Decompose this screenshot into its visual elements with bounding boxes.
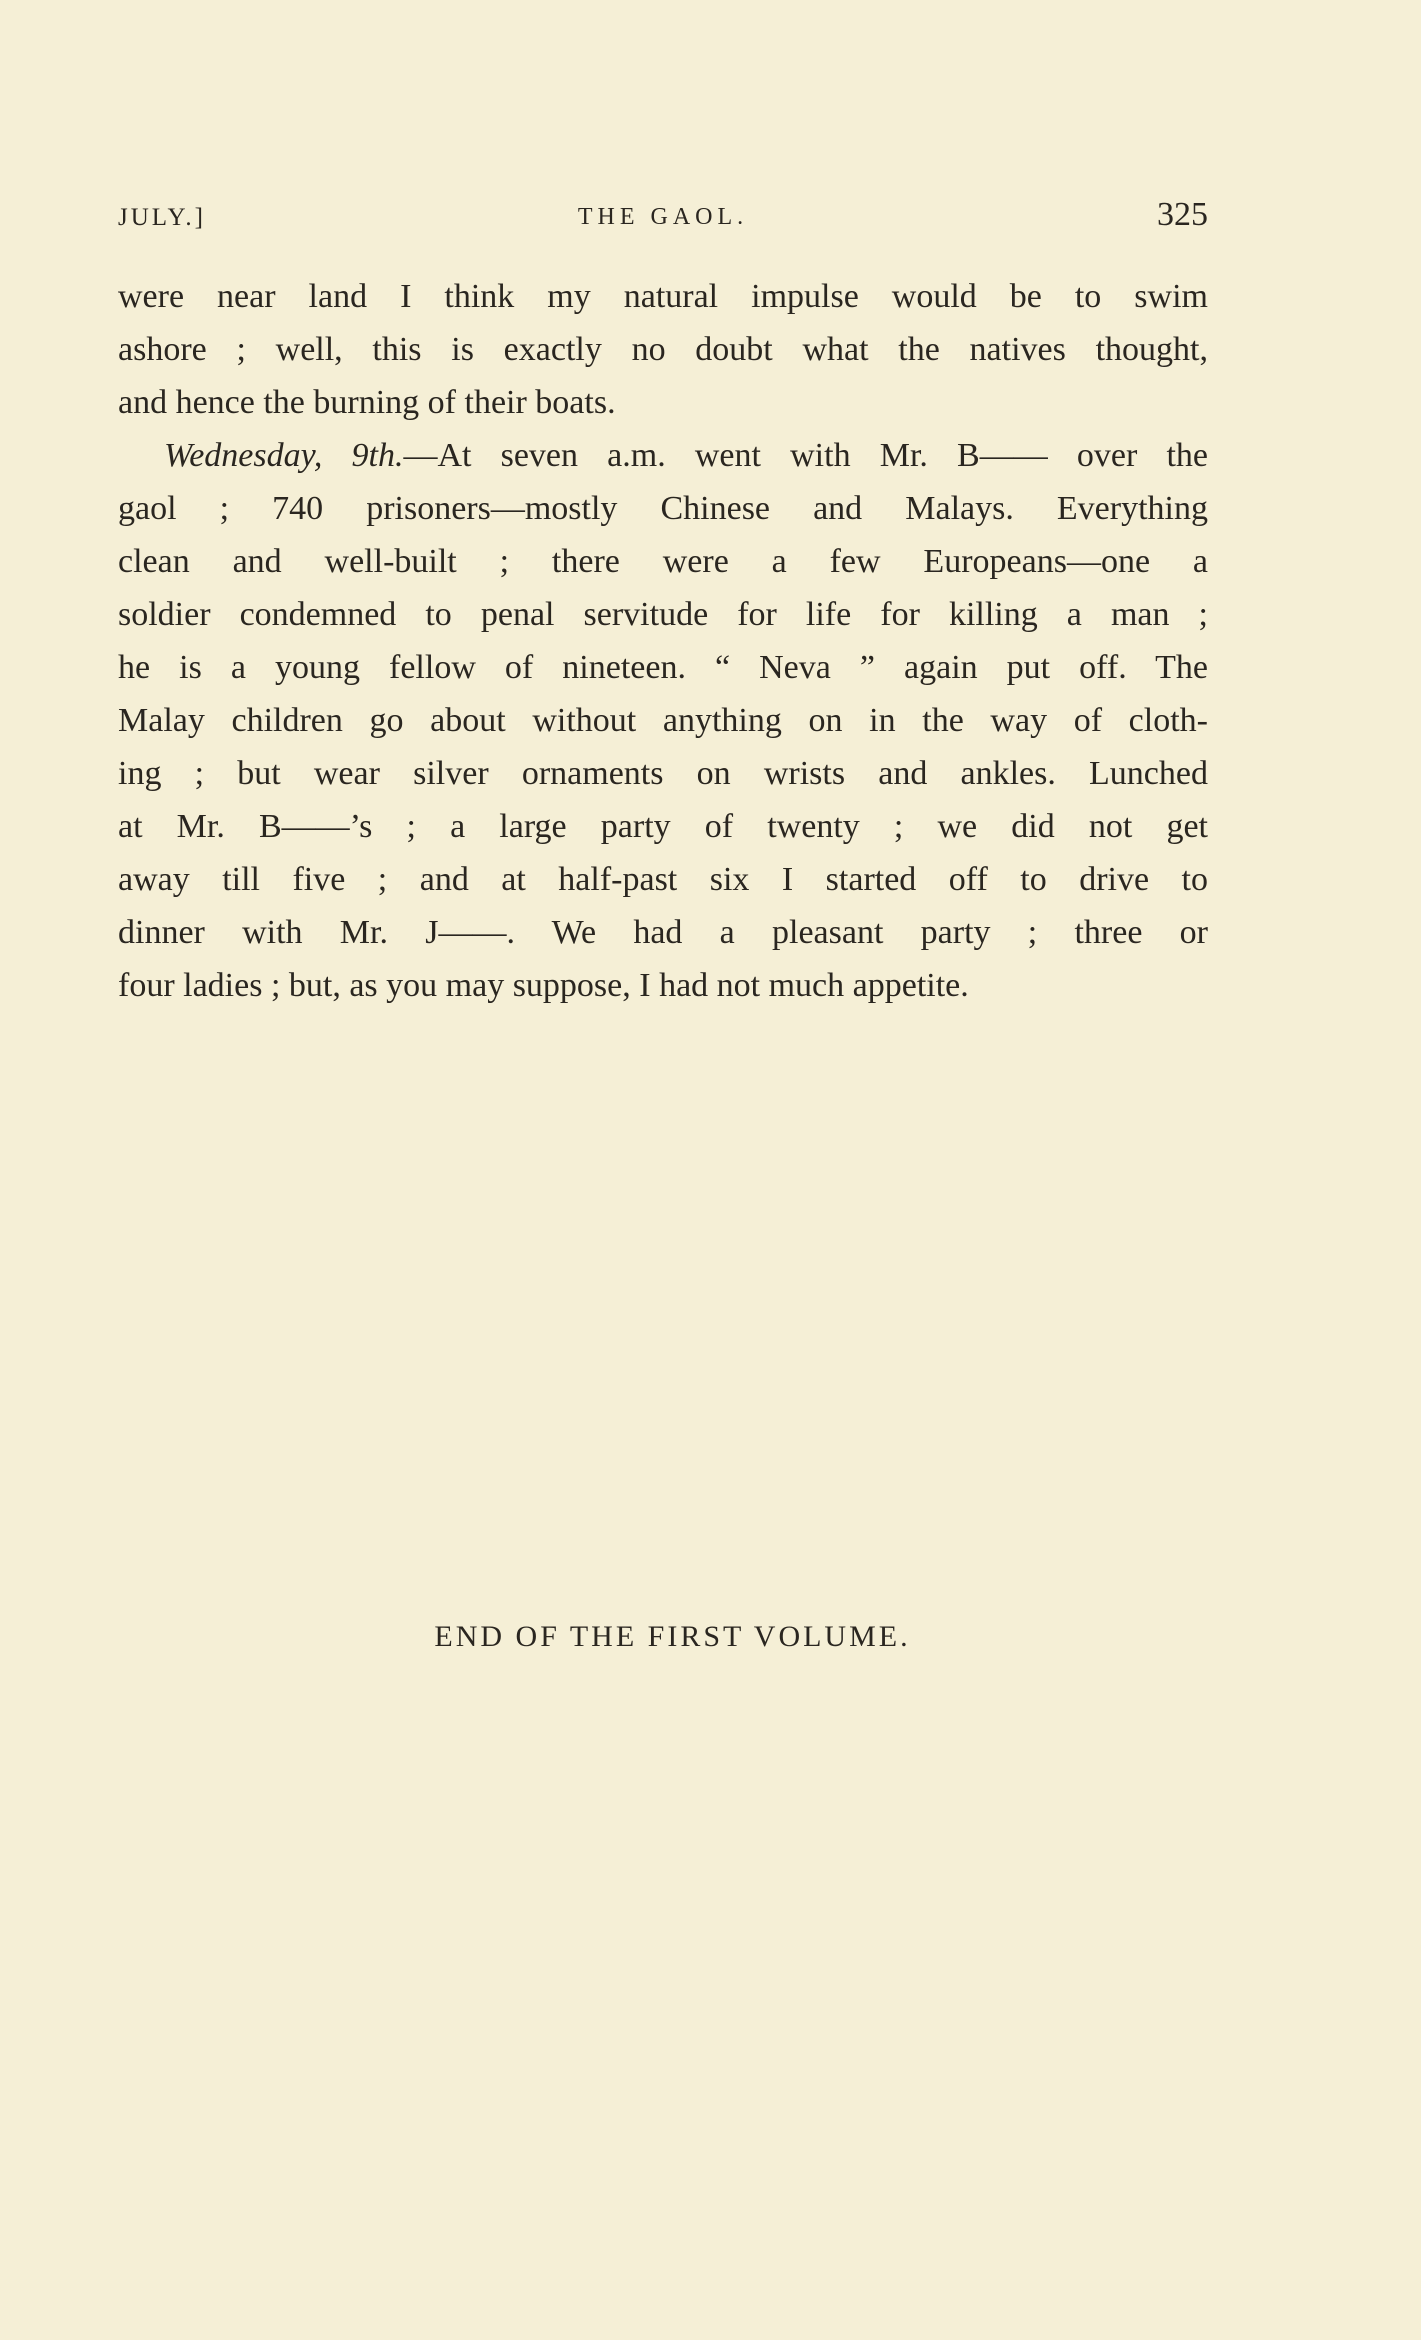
text-line: and hence the burning of their boats.	[118, 384, 616, 421]
text-line: dinner with Mr. J——. We had a pleasant party ; three or	[118, 914, 1208, 951]
text-line: ing ; but wear silver ornaments on wrists and ankles. Lunched	[118, 755, 1208, 792]
text-line: were near land I think my natural impulse would be to swim	[118, 278, 1208, 315]
text-line: at Mr. B——’s ; a large party of twenty ; we did not get	[118, 808, 1208, 845]
text-line: gaol ; 740 prisoners—mostly Chinese and Malays. Everything	[118, 490, 1208, 527]
end-of-volume-note: END OF THE FIRST VOLUME.	[434, 1620, 911, 1653]
running-head	[118, 196, 1208, 240]
running-head-month: JULY.]	[118, 204, 206, 231]
text-line: four ladies ; but, as you may suppose, I had not much appetite.	[118, 967, 969, 1004]
text-line: ashore ; well, this is exactly no doubt what the natives thought,	[118, 331, 1208, 368]
entry-text: —At seven a.m. went with Mr. B—— over the	[403, 437, 1208, 474]
running-head-title: THE GAOL.	[577, 204, 749, 230]
page-number: 325	[1157, 196, 1208, 233]
text-line: soldier condemned to penal servitude for life for killing a man ;	[118, 596, 1208, 633]
text-line: Malay children go about without anything on in the way of cloth-	[118, 702, 1208, 739]
entry-date: 9th.	[351, 437, 404, 474]
text-line: away till five ; and at half-past six I started off to drive to	[118, 861, 1208, 898]
text-line: clean and well-built ; there were a few Europeans—one a	[118, 543, 1208, 580]
body-text	[118, 270, 1208, 1012]
text-line-entry-start	[118, 429, 1208, 482]
entry-day: Wednesday,	[164, 437, 323, 474]
text-line: he is a young fellow of nineteen. “ Neva ” again put off. The	[118, 649, 1208, 686]
